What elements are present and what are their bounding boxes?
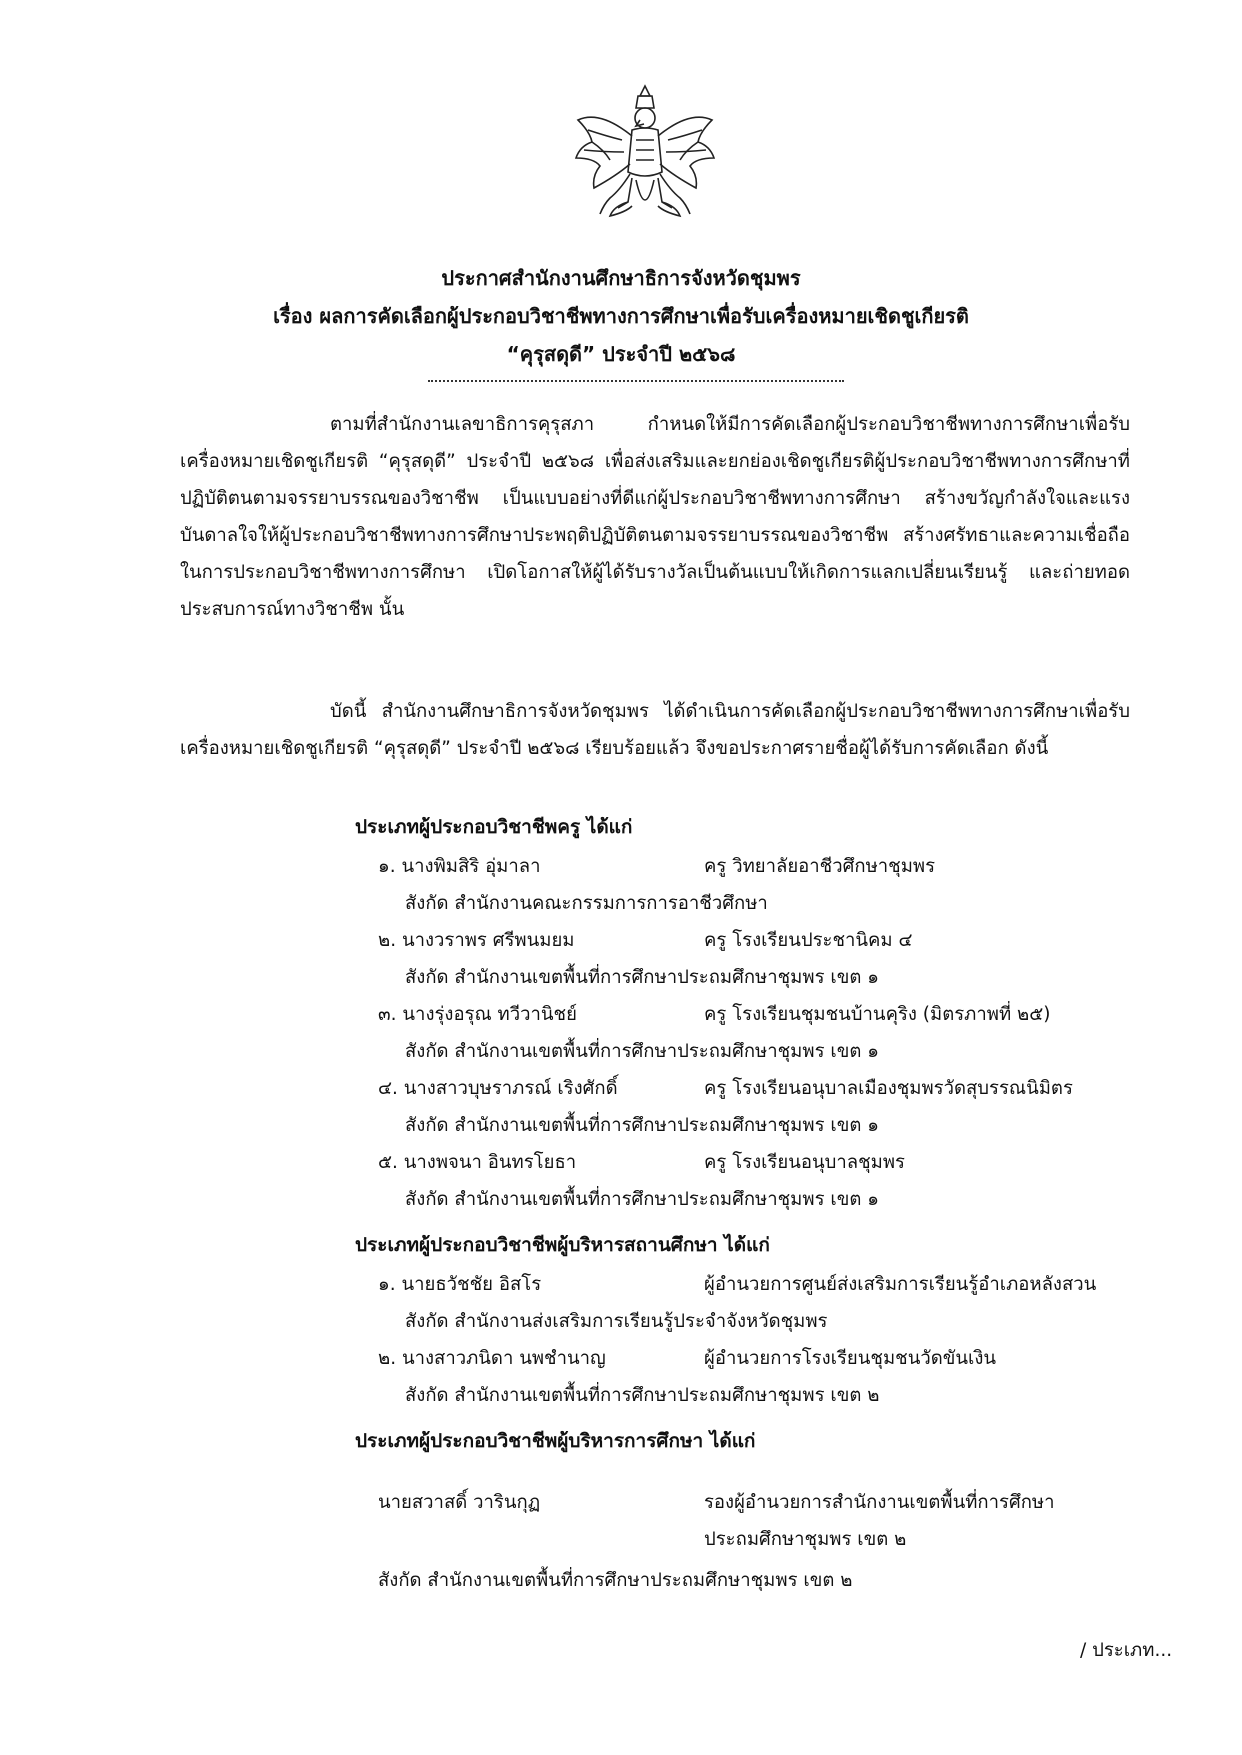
entry-name: ๒. นางวราพร ศรีพนมยม <box>378 930 575 951</box>
entry-position: ครู โรงเรียนชุมชนบ้านคุริง (มิตรภาพที่ ๒๕) <box>704 1004 1051 1025</box>
title-divider <box>428 380 844 382</box>
category-title-school-administrator: ประเภทผู้ประกอบวิชาชีพผู้บริหารสถานศึกษา ได้แก่ <box>355 1234 770 1256</box>
entry-position: ครู โรงเรียนอนุบาลชุมพร <box>704 1152 905 1173</box>
entry-affiliation: สังกัด สำนักงานเขตพื้นที่การศึกษาประถมศึกษาชุมพร เขต ๒ <box>378 1570 853 1591</box>
entry-position: ผู้อำนวยการศูนย์ส่งเสริมการเรียนรู้อำเภอหลังสวน <box>704 1274 1097 1295</box>
entry-name: ๑. นายธวัชชัย อิสโร <box>378 1274 542 1295</box>
garuda-emblem-icon <box>570 80 720 230</box>
entry-affiliation: สังกัด สำนักงานคณะกรรมการการอาชีวศึกษา <box>405 893 768 914</box>
entry-affiliation: สังกัด สำนักงานเขตพื้นที่การศึกษาประถมศึกษาชุมพร เขต ๑ <box>405 1189 879 1210</box>
entry-name: ๓. นางรุ่งอรุณ ทวีวานิชย์ <box>378 1004 577 1025</box>
page-continuation: / ประเภท... <box>1080 1640 1173 1661</box>
category-title-teacher: ประเภทผู้ประกอบวิชาชีพครู ได้แก่ <box>355 816 633 838</box>
entry-position: ครู โรงเรียนประชานิคม ๔ <box>704 930 913 951</box>
entry-name: ๕. นางพจนา อินทรโยธา <box>378 1152 577 1173</box>
entry-name: ๒. นางสาวภนิดา นพชำนาญ <box>378 1348 606 1369</box>
paragraph-background: ตามที่สำนักงานเลขาธิการคุรุสภา กำหนดให้มีการคัดเลือกผู้ประกอบวิชาชีพทางการศึกษาเพื่อรับเครื่องหมายเชิดชูเกียรติ “คุรุสดุดี” ประจำปี ๒๕๖๘ เพื่อส่งเสริมและยกย่องเชิดชูเกียรติผู้ประกอบวิชาชีพทางการศึกษาที่ปฏิบัติตนตามจรรยาบรรณของวิชาชีพ เป็นแบบอย่างที่ดีแก่ผู้ประกอบวิชาชีพทางการศึกษา สร้างขวัญกำลังใจและแรงบันดาลใจให้ผู้ประกอบวิชาชีพทางการศึกษาประพฤติปฏิบัติตนตามจรรยาบรรณของวิชาชีพ สร้างศรัทธาและความเชื่อถือในการประกอบวิชาชีพทางการศึกษา เปิดโอกาสให้ผู้ได้รับรางวัลเป็นต้นแบบให้เกิดการแลกเปลี่ยนเรียนรู้ และถ่ายทอดประสบการณ์ทางวิชาชีพ นั้น <box>180 414 1130 620</box>
entry-affiliation: สังกัด สำนักงานเขตพื้นที่การศึกษาประถมศึกษาชุมพร เขต ๑ <box>405 967 879 988</box>
entry-name: นายสวาสดิ์ วารินกุฏ <box>378 1492 541 1513</box>
category-title-education-administrator: ประเภทผู้ประกอบวิชาชีพผู้บริหารการศึกษา ได้แก่ <box>355 1430 756 1452</box>
announcement-subject: เรื่อง ผลการคัดเลือกผู้ประกอบวิชาชีพทางการศึกษาเพื่อรับเครื่องหมายเชิดชูเกียรติ <box>273 304 969 328</box>
paragraph-announcement: บัดนี้ สำนักงานศึกษาธิการจังหวัดชุมพร ได้ดำเนินการคัดเลือกผู้ประกอบวิชาชีพทางการศึกษาเพื่อรับเครื่องหมายเชิดชูเกียรติ “คุรุสดุดี” ประจำปี ๒๕๖๘ เรียบร้อยแล้ว จึงขอประกาศรายชื่อผู้ได้รับการคัดเลือก ดังนี้ <box>180 701 1130 759</box>
entry-affiliation: สังกัด สำนักงานเขตพื้นที่การศึกษาประถมศึกษาชุมพร เขต ๑ <box>405 1041 879 1062</box>
entry-affiliation: สังกัด สำนักงานเขตพื้นที่การศึกษาประถมศึกษาชุมพร เขต ๑ <box>405 1115 879 1136</box>
entry-name: ๑. นางพิมสิริ อุ่มาลา <box>378 856 541 877</box>
entry-position: ครู วิทยาลัยอาชีวศึกษาชุมพร <box>704 856 936 877</box>
entry-affiliation: สังกัด สำนักงานส่งเสริมการเรียนรู้ประจำจังหวัดชุมพร <box>405 1311 828 1332</box>
entry-position: ผู้อำนวยการโรงเรียนชุมชนวัดขันเงิน <box>704 1348 997 1369</box>
announcement-award-year: “คุรุสดุดี” ประจำปี ๒๕๖๘ <box>506 342 736 366</box>
entry-position: รองผู้อำนวยการสำนักงานเขตพื้นที่การศึกษา <box>704 1492 1055 1513</box>
entry-position: ครู โรงเรียนอนุบาลเมืองชุมพรวัดสุบรรณนิมิตร <box>704 1078 1073 1099</box>
entry-affiliation: สังกัด สำนักงานเขตพื้นที่การศึกษาประถมศึกษาชุมพร เขต ๒ <box>405 1385 880 1406</box>
entry-name: ๔. นางสาวบุษราภรณ์ เริงศักดิ์ <box>378 1078 618 1099</box>
entry-position-continued: ประถมศึกษาชุมพร เขต ๒ <box>704 1529 907 1550</box>
announcement-title: ประกาศสำนักงานศึกษาธิการจังหวัดชุมพร <box>441 266 801 290</box>
